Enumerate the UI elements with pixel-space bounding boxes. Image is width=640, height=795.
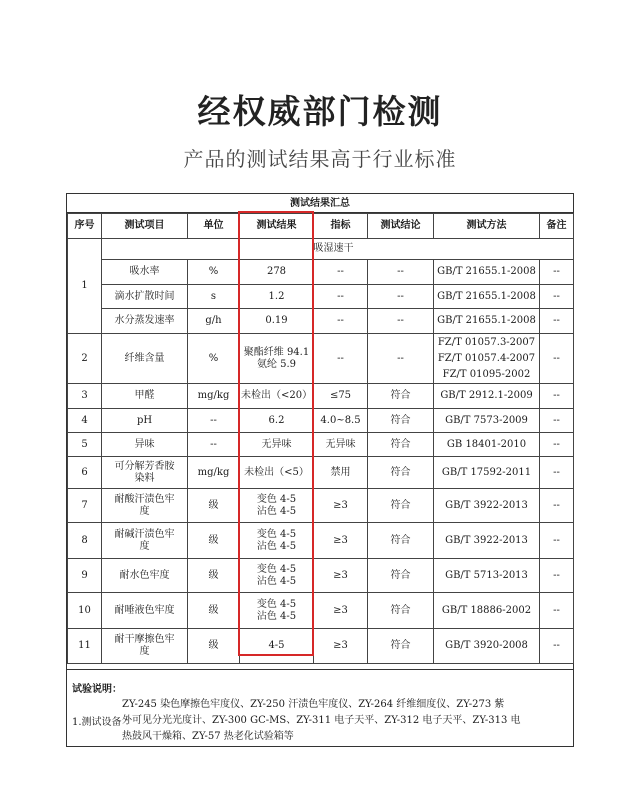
- standard: 4.0~8.5: [314, 409, 368, 433]
- method: GB/T 17592-2011: [434, 457, 540, 489]
- header-cell: 单位: [188, 214, 240, 239]
- result-line: 变色 4-5: [256, 563, 297, 575]
- notes-body: [122, 697, 566, 745]
- table-row: [68, 457, 574, 489]
- remark: --: [540, 457, 574, 489]
- result: [240, 593, 314, 629]
- results-table: [67, 213, 574, 664]
- standard: ≥3: [314, 559, 368, 593]
- table-row: [68, 629, 574, 664]
- standard: 禁用: [314, 457, 368, 489]
- header-cell: 测试项目: [102, 214, 188, 239]
- unit: 级: [188, 559, 240, 593]
- row-number: 6: [68, 457, 102, 489]
- row-number: 2: [68, 334, 102, 384]
- test-item: 滴水扩散时间: [102, 285, 188, 309]
- result: [240, 559, 314, 593]
- unit: 级: [188, 523, 240, 559]
- verdict: 符合: [368, 593, 434, 629]
- result: [240, 489, 314, 523]
- item-line: 度: [139, 505, 150, 517]
- remark: --: [540, 384, 574, 409]
- verdict: 符合: [368, 457, 434, 489]
- test-item: [102, 523, 188, 559]
- table-row: [68, 559, 574, 593]
- item-line: 染料: [134, 472, 155, 484]
- method: GB/T 21655.1-2008: [434, 285, 540, 309]
- row-number: 8: [68, 523, 102, 559]
- header-cell: 测试方法: [434, 214, 540, 239]
- test-item: 水分蒸发速率: [102, 309, 188, 334]
- result-line: 沾色 4-5: [256, 610, 297, 622]
- unit: mg/kg: [188, 384, 240, 409]
- method: GB/T 21655.1-2008: [434, 260, 540, 285]
- header-cell: 序号: [68, 214, 102, 239]
- unit: mg/kg: [188, 457, 240, 489]
- verdict: --: [368, 285, 434, 309]
- standard: ≤75: [314, 384, 368, 409]
- method: GB/T 21655.1-2008: [434, 309, 540, 334]
- method: GB/T 3922-2013: [434, 523, 540, 559]
- test-item: 甲醛: [102, 384, 188, 409]
- verdict: 符合: [368, 433, 434, 457]
- test-item: 吸水率: [102, 260, 188, 285]
- result: 0.19: [240, 309, 314, 334]
- method: GB/T 5713-2013: [434, 559, 540, 593]
- header-cell: 指标: [314, 214, 368, 239]
- standard: --: [314, 334, 368, 384]
- test-item: [102, 457, 188, 489]
- standard: ≥3: [314, 593, 368, 629]
- result-line: 沾色 4-5: [256, 575, 297, 587]
- test-notes: [67, 669, 573, 747]
- standard: ≥3: [314, 629, 368, 664]
- table-row: [68, 433, 574, 457]
- remark: --: [540, 523, 574, 559]
- remark: --: [540, 629, 574, 664]
- notes-line: 热鼓风干燥箱、ZY-57 热老化试验箱等: [122, 731, 294, 742]
- method-line: FZ/T 01095-2002: [442, 368, 531, 380]
- method-line: FZ/T 01057.4-2007: [437, 352, 536, 364]
- test-item: 纤维含量: [102, 334, 188, 384]
- method: [434, 334, 540, 384]
- unit: s: [188, 285, 240, 309]
- result: 1.2: [240, 285, 314, 309]
- test-item: pH: [102, 409, 188, 433]
- item-line: 度: [139, 646, 150, 657]
- test-item: [102, 489, 188, 523]
- verdict: 符合: [368, 559, 434, 593]
- verdict: 符合: [368, 384, 434, 409]
- header-row: [68, 214, 574, 239]
- result-line: 聚酯纤维 94.1: [243, 346, 310, 358]
- table-row: [68, 523, 574, 559]
- item-line: 耐酸汗渍色牢: [114, 493, 175, 505]
- verdict: --: [368, 309, 434, 334]
- method: GB/T 3920-2008: [434, 629, 540, 664]
- method: GB/T 18886-2002: [434, 593, 540, 629]
- method: GB/T 7573-2009: [434, 409, 540, 433]
- row-number: 7: [68, 489, 102, 523]
- notes-label: 1.测试设备 ：: [72, 717, 135, 728]
- verdict: 符合: [368, 489, 434, 523]
- verdict: --: [368, 260, 434, 285]
- unit: %: [188, 260, 240, 285]
- verdict: --: [368, 334, 434, 384]
- row-number: 3: [68, 384, 102, 409]
- result-line: 沾色 4-5: [256, 540, 297, 552]
- header-cell: 测试结果: [240, 214, 314, 239]
- table-row: [68, 309, 574, 334]
- method: GB 18401-2010: [434, 433, 540, 457]
- unit: 级: [188, 629, 240, 664]
- remark: --: [540, 489, 574, 523]
- item-line: 耐干摩擦色牢: [114, 634, 175, 645]
- item-line: 可分解芳香胺: [114, 460, 175, 472]
- test-item: [102, 629, 188, 664]
- remark: --: [540, 559, 574, 593]
- table-row: [68, 239, 574, 260]
- table-row: [68, 384, 574, 409]
- method: GB/T 2912.1-2009: [434, 384, 540, 409]
- item-line: 度: [139, 540, 150, 552]
- result: [240, 523, 314, 559]
- remark: --: [540, 334, 574, 384]
- page-subheadline: 产品的测试结果高于行业标准: [183, 147, 457, 171]
- unit: --: [188, 409, 240, 433]
- standard: 无异味: [314, 433, 368, 457]
- table-row: [68, 334, 574, 384]
- result: 278: [240, 260, 314, 285]
- row-number: 10: [68, 593, 102, 629]
- notes-line: ZY-245 染色摩擦色牢度仪、ZY-250 汗渍色牢度仪、ZY-264 纤维细度仪、ZY-273 紫: [122, 699, 505, 710]
- standard: --: [314, 260, 368, 285]
- remark: --: [540, 433, 574, 457]
- item-line: 耐碱汗渍色牢: [114, 528, 175, 540]
- unit: g/h: [188, 309, 240, 334]
- remark: --: [540, 260, 574, 285]
- result-line: 变色 4-5: [256, 598, 297, 610]
- remark: --: [540, 309, 574, 334]
- remark: --: [540, 409, 574, 433]
- result: 6.2: [240, 409, 314, 433]
- table-row: [68, 409, 574, 433]
- table-row: [68, 285, 574, 309]
- group-spacer: [102, 239, 314, 260]
- result: 未检出（<20）: [240, 384, 314, 409]
- group-note: 吸湿速干: [314, 239, 574, 260]
- test-item: 异味: [102, 433, 188, 457]
- result: 无异味: [240, 433, 314, 457]
- result: 4-5: [240, 629, 314, 664]
- verdict: 符合: [368, 523, 434, 559]
- result: [240, 334, 314, 384]
- verdict: 符合: [368, 409, 434, 433]
- unit: --: [188, 433, 240, 457]
- test-item: 耐唾液色牢度: [102, 593, 188, 629]
- verdict: 符合: [368, 629, 434, 664]
- standard: --: [314, 309, 368, 334]
- result-line: 沾色 4-5: [256, 505, 297, 517]
- result: 未检出（<5）: [240, 457, 314, 489]
- row-number: 9: [68, 559, 102, 593]
- notes-title: 试验说明：: [72, 684, 122, 695]
- row-number: 11: [68, 629, 102, 664]
- standard: ≥3: [314, 489, 368, 523]
- table-row: [68, 260, 574, 285]
- header-cell: 测试结论: [368, 214, 434, 239]
- table-row: [68, 489, 574, 523]
- report-title: 测试结果汇总: [67, 194, 573, 213]
- standard: --: [314, 285, 368, 309]
- result-line: 变色 4-5: [256, 528, 297, 540]
- row-number: 5: [68, 433, 102, 457]
- method: GB/T 3922-2013: [434, 489, 540, 523]
- unit: 级: [188, 489, 240, 523]
- page-headline: 经权威部门检测: [197, 92, 443, 131]
- result-line: 变色 4-5: [256, 493, 297, 505]
- row-number: 1: [68, 239, 102, 334]
- table-row: [68, 593, 574, 629]
- remark: --: [540, 593, 574, 629]
- method-line: FZ/T 01057.3-2007: [437, 336, 536, 348]
- notes-line: 外可见分光光度计、ZY-300 GC-MS、ZY-311 电子天平、ZY-312 电子天平、ZY-313 电: [122, 715, 521, 726]
- header-cell: 备注: [540, 214, 574, 239]
- test-report-sheet: [66, 193, 574, 747]
- row-number: 4: [68, 409, 102, 433]
- result-line: 氨纶 5.9: [256, 358, 297, 370]
- unit: %: [188, 334, 240, 384]
- unit: 级: [188, 593, 240, 629]
- test-item: 耐水色牢度: [102, 559, 188, 593]
- standard: ≥3: [314, 523, 368, 559]
- remark: --: [540, 285, 574, 309]
